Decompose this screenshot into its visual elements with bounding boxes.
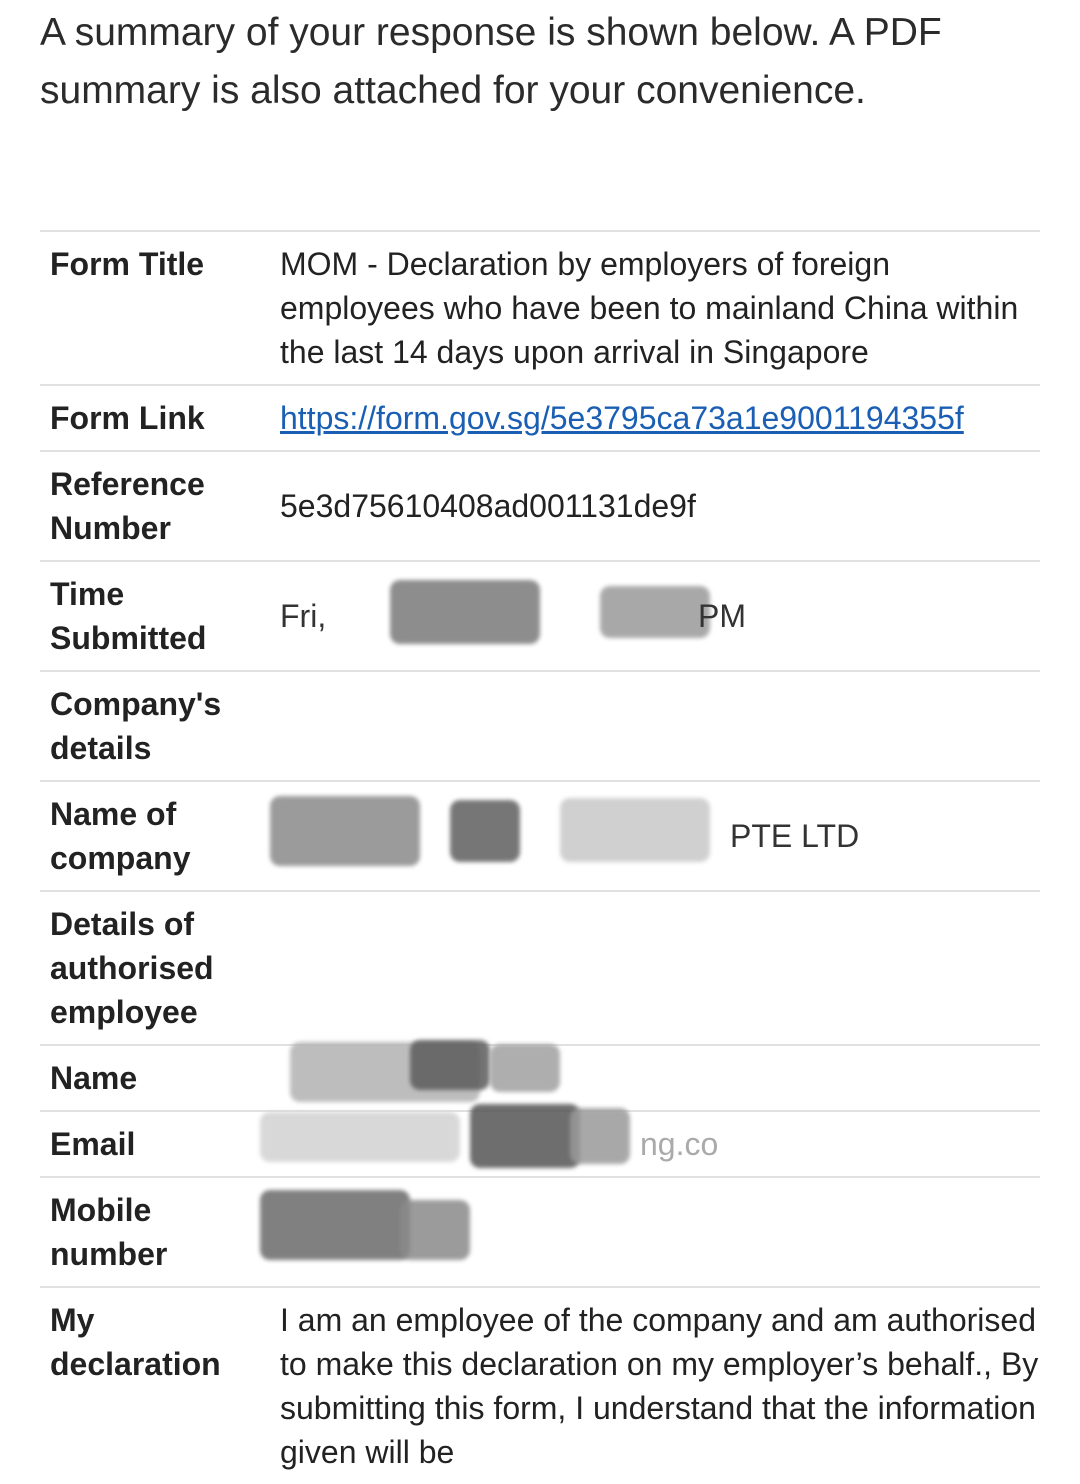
redaction-scribble: [560, 798, 710, 862]
redaction-scribble: [600, 586, 710, 638]
redaction-scribble: [570, 1108, 630, 1164]
time-submitted-value: [280, 594, 1040, 638]
redaction-scribble: [490, 1044, 560, 1092]
company-name-value: [280, 814, 1040, 858]
authorised-employee-value: [270, 891, 1040, 1045]
company-name-label: Name of company: [50, 796, 191, 876]
reference-number-value: 5e3d75610408ad001131de9f: [280, 488, 696, 524]
declaration-value: I am an employee of the company and am authorised to make this declaration on my employer’s behalf., By submitting this form, I understand that the information given will be: [280, 1302, 1039, 1470]
time-submitted-visible-start: Fri,: [280, 598, 327, 634]
row-email: [40, 1111, 1040, 1177]
name-label: Name: [50, 1060, 138, 1096]
company-name-visible-end: PTE LTD: [730, 818, 860, 854]
response-summary-table: [40, 230, 1040, 1484]
row-reference-number: [40, 451, 1040, 561]
redaction-scribble: [270, 796, 420, 866]
redaction-scribble: [410, 1040, 490, 1090]
row-form-title: [40, 231, 1040, 385]
redaction-scribble: [260, 1112, 460, 1162]
form-title-value: MOM - Declaration by employers of foreign employees who have been to mainland China within the last 14 days upon arrival in Singapore: [280, 246, 1019, 370]
email-visible-end: ng.co: [640, 1126, 719, 1162]
form-title-label: Form Title: [50, 246, 205, 282]
row-company-name: [40, 781, 1040, 891]
company-details-value: [270, 671, 1040, 781]
declaration-label: My declaration: [50, 1302, 221, 1382]
intro-text: A summary of your response is shown below. A PDF summary is also attached for your convenience.: [40, 11, 942, 112]
authorised-employee-label: Details of authorised employee: [50, 906, 214, 1030]
redaction-scribble: [260, 1190, 410, 1260]
mobile-label: Mobile number: [50, 1192, 168, 1272]
row-declaration: [40, 1287, 1040, 1484]
form-link[interactable]: https://form.gov.sg/5e3795ca73a1e9001194355f: [280, 400, 964, 436]
redaction-scribble: [470, 1104, 580, 1168]
name-value: [280, 1056, 1040, 1100]
form-link-label: Form Link: [50, 400, 205, 436]
row-company-details: [40, 671, 1040, 781]
row-form-link: [40, 385, 1040, 451]
row-time-submitted: [40, 561, 1040, 671]
time-submitted-label: Time Submitted: [50, 576, 207, 656]
row-mobile: [40, 1177, 1040, 1287]
reference-number-label: Reference Number: [50, 466, 205, 546]
email-label: Email: [50, 1126, 136, 1162]
row-authorised-employee: [40, 891, 1040, 1045]
company-details-label: Company's details: [50, 686, 222, 766]
email-value: [280, 1122, 1040, 1166]
row-name: [40, 1045, 1040, 1111]
time-submitted-visible-end: PM: [698, 598, 746, 634]
redaction-scribble: [400, 1200, 470, 1260]
redaction-scribble: [450, 800, 520, 862]
mobile-value: [280, 1210, 1040, 1254]
redaction-scribble: [390, 580, 540, 644]
